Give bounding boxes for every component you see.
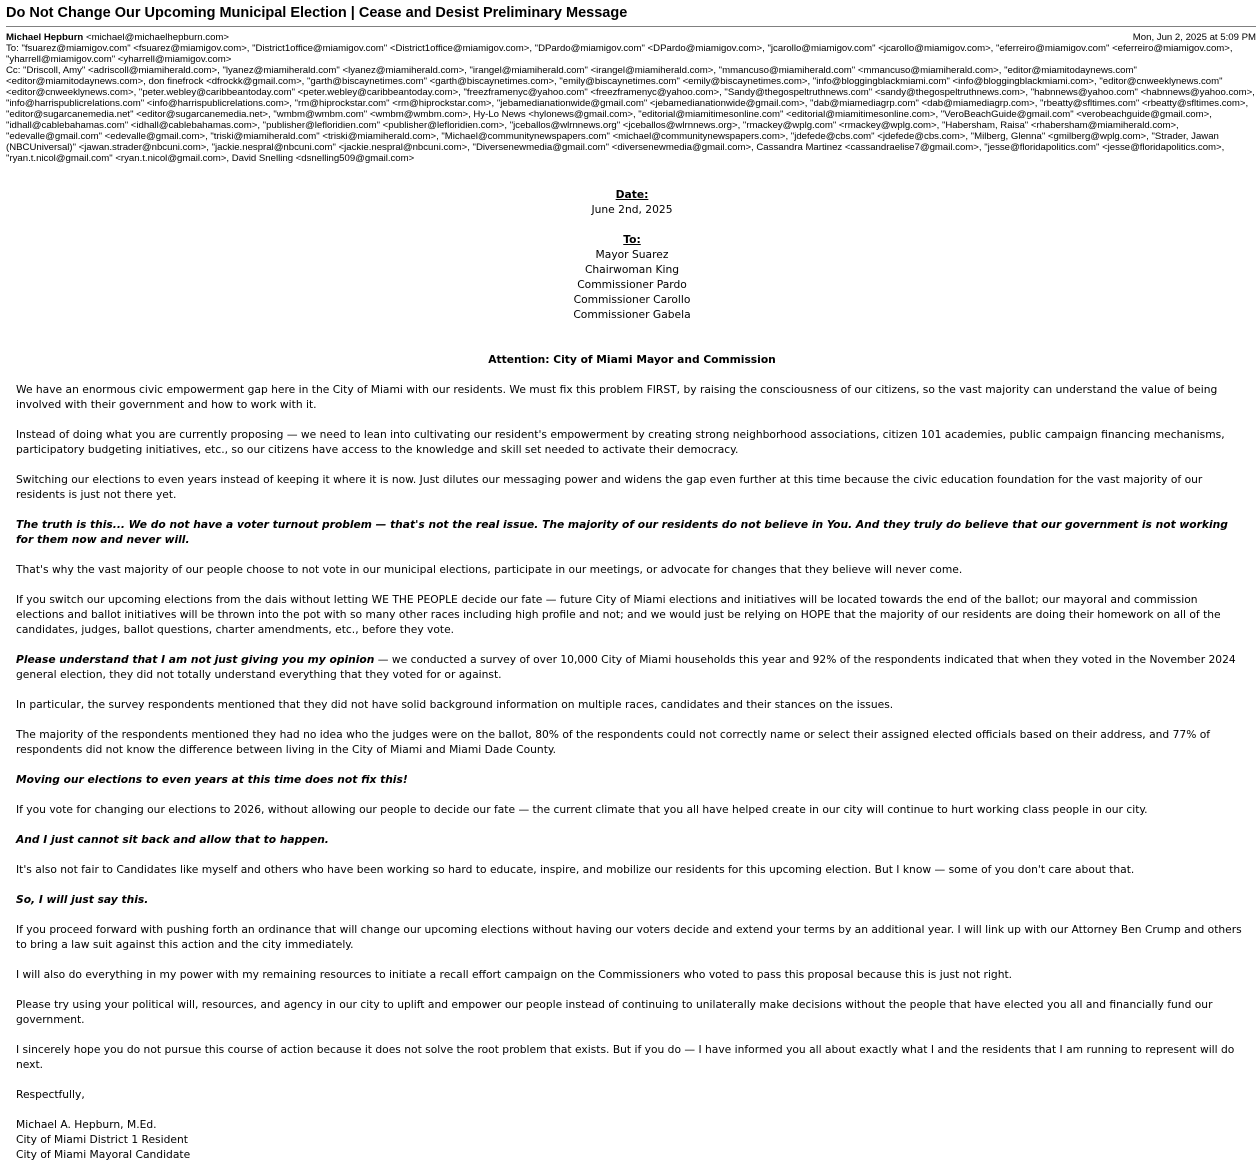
recipient: Commissioner Carollo <box>573 293 691 306</box>
paragraph: Switching our elections to even years instead of keeping it where it is now. Just dilutes our messaging power and widens the gap even further at this time because the civic education foundation for the vast majority of our residents is just not there yet. <box>16 473 1203 501</box>
signature-line: City of Miami Mayoral Candidate <box>16 1148 191 1161</box>
message-body <box>16 187 1248 1162</box>
email-subject: Do Not Change Our Upcoming Municipal Election | Cease and Desist Preliminary Message <box>6 4 1256 27</box>
sender <box>6 32 229 43</box>
sent-date: Mon, Jun 2, 2025 at 5:09 PM <box>1132 32 1256 43</box>
sender-address: <michael@michaelhepburn.com> <box>85 32 230 43</box>
closing: Respectfully, <box>16 1088 85 1101</box>
date-value: June 2nd, 2025 <box>591 203 673 216</box>
paragraph: Instead of doing what you are currently proposing — we need to lean into cultivating our resident's empowerment by creating strong neighborhood associations, citizen 101 academies, public campaign financing mechanisms, participatory budgeting initiatives, etc., so our citizens have access to the knowledge and skill set needed to activate their democracy. <box>16 428 1225 456</box>
to-label: To: <box>623 233 641 246</box>
paragraph-emphasis: Moving our elections to even years at this time does not fix this! <box>16 773 408 786</box>
to-recipients: To: "fsuarez@miamigov.com" <fsuarez@miamigov.com>, "District1office@miamigov.com" <District1office@miamigov.com>, "DPardo@miamigov.com" <DPardo@miamigov.com>, "jcarollo@miamigov.com" <jcarollo@miamigov.com>, "eferreiro@miamigov.com" <eferreiro@miamigov.com>, "yharrell@miamigov.com" <yharrell@miamigov.com> <box>6 43 1233 65</box>
date-block <box>16 187 1248 217</box>
paragraph <box>16 652 1248 682</box>
paragraph: In particular, the survey respondents mentioned that they did not have solid background information on multiple races, candidates and their stances on the issues. <box>16 698 894 711</box>
paragraph: We have an enormous civic empowerment gap here in the City of Miami with our residents. We must fix this problem FIRST, by raising the consciousness of our citizens, so the vast majority can understand the value of being involved with their government and how to work with it. <box>16 383 1218 411</box>
paragraph-emphasis: Please understand that I am not just giving you my opinion <box>16 653 375 666</box>
paragraph: Please try using your political will, resources, and agency in our city to uplift and empower our people instead of continuing to unilaterally make decisions without the people that have elected you all and financially fund our government. <box>16 998 1213 1026</box>
signature-name: Michael A. Hepburn, M.Ed. <box>16 1118 157 1131</box>
paragraph: That's why the vast majority of our people choose to not vote in our municipal elections, participate in our meetings, or advocate for changes that they believe will never come. <box>16 563 963 576</box>
recipient: Commissioner Pardo <box>577 278 687 291</box>
paragraph: If you switch our upcoming elections from the dais without letting WE THE PEOPLE decide our fate — future City of Miami elections and initiatives will be located towards the end of the ballot; our mayoral and commission elections and ballot initiatives will be thrown into the pot with so many other races including high profile and not; and we would just be relying on HOPE that the majority of our residents are doing their homework on all of the candidates, judges, ballot questions, charter amendments, etc., before they vote. <box>16 593 1221 636</box>
recipient: Chairwoman King <box>584 263 680 276</box>
sender-name: Michael Hepburn <box>6 32 84 43</box>
email-header <box>6 32 1256 164</box>
signature-line: City of Miami District 1 Resident <box>16 1133 188 1146</box>
paragraph: If you vote for changing our elections to 2026, without allowing our people to decide our fate — the current climate that you all have helped create in our city will continue to hurt working class people in our city. <box>16 803 1148 816</box>
paragraph-emphasis: The truth is this... We do not have a voter turnout problem — that's not the real issue. The majority of our residents do not believe in You. And they truly do believe that our government is not working for them now and never will. <box>16 518 1228 546</box>
signature-block <box>16 1117 1248 1162</box>
paragraph: I will also do everything in my power with my remaining resources to initiate a recall effort campaign on the Commissioners who voted to pass this proposal because this is just not right. <box>16 968 1013 981</box>
paragraph-emphasis: So, I will just say this. <box>16 893 149 906</box>
cc-recipients: Cc: "Driscoll, Amy" <adriscoll@miamiherald.com>, "lyanez@miamiherald.com" <lyanez@miamiherald.com>, "irangel@miamiherald.com" <irangel@miamiherald.com>, "mmancuso@miamiherald.com" <mmancuso@miamiherald.com>, "editor@miamitodaynews.com" <editor@miamitodaynews.com>, don finefrock <dfrockk@gmail.com>, "garth@biscaynetimes.com" <garth@biscaynetimes.com>, "emily@biscaynetimes.com" <emily@biscaynetimes.com>, "info@bloggingblackmiami.com" <info@bloggingblackmiami.com>, "editor@cnweeklynews.com" <editor@cnweeklynews.com>, "peter.webley@caribbeantoday.com" <peter.webley@caribbeantoday.com>, "freezframenyc@yahoo.com" <freezframenyc@yahoo.com>, "Sandy@thegospeltruthnews.com" <sandy@thegospeltruthnews.com>, "habnnews@yahoo.com" <habnnews@yahoo.com>, "info@harrispublicrelations.com" <info@harrispublicrelations.com>, "rm@hiprockstar.com" <rm@hiprockstar.com>, "jebamedianationwide@gmail.com" <jebamedianationwide@gmail.com>, "dab@miamediagrp.com" <dab@miamediagrp.com>, "rbeatty@sfltimes.com" <rbeatty@sfltimes.com>, "editor@sugarcanemedia.net" <editor@sugarcanemedia.net>, "wmbm@wmbm.com" <wmbm@wmbm.com>, Hy-Lo News <hylonews@gmail.com>, "editorial@miamitimesonline.com" <editorial@miamitimesonline.com>, "VeroBeachGuide@gmail.com" <verobeachguide@gmail.com>, "idhall@cablebahamas.com" <idhall@cablebahamas.com>, "publisher@lefloridien.com" <publisher@lefloridien.com>, "jceballos@wlrnnews.org" <jceballos@wlrnnews.org>, "rmackey@wplg.com" <rmackey@wplg.com>, "Habersham, Raisa" <rhabersham@miamiherald.com>, "edevalle@gmail.com" <edevalle@gmail.com>, "triski@miamiherald.com" <triski@miamiherald.com>, "Michael@communitynewspapers.com" <michael@communitynewspapers.com>, "jdefede@cbs.com" <jdefede@cbs.com>, "Milberg, Glenna" <gmilberg@wplg.com>, "Strader, Jawan (NBCUniversal)" <jawan.strader@nbcuni.com>, "jackie.nespral@nbcuni.com" <jackie.nespral@nbcuni.com>, "Diversenewmedia@gmail.com" <diversenewmedia@gmail.com>, Cassandra Martinez <cassandraelise7@gmail.com>, "jesse@floridapolitics.com" <jesse@floridapolitics.com>, "ryan.t.nicol@gmail.com" <ryan.t.nicol@gmail.com>, David Snelling <dsnelling509@gmail.com> <box>6 65 1255 164</box>
paragraph-text: — we conducted a survey of over 10,000 City of Miami households this year and 92% of the respondents indicated that when they voted in the November 2024 general election, they did not totally understand everything that they voted for or against. <box>16 653 1236 681</box>
sender-line <box>6 32 1256 43</box>
to-block <box>16 232 1248 322</box>
paragraph: I sincerely hope you do not pursue this course of action because it does not solve the root problem that exists. But if you do — I have informed you all about exactly what I and the residents that I am running to represent will do next. <box>16 1043 1235 1071</box>
attention-line: Attention: City of Miami Mayor and Commission <box>488 353 776 366</box>
recipient: Mayor Suarez <box>595 248 669 261</box>
date-label: Date: <box>615 188 649 201</box>
paragraph-emphasis: And I just cannot sit back and allow that to happen. <box>16 833 329 846</box>
paragraph: If you proceed forward with pushing forth an ordinance that will change our upcoming elections without having our voters decide and extend your terms by an additional year. I will link up with our Attorney Ben Crump and others to bring a law suit against this action and the city immediately. <box>16 923 1242 951</box>
paragraph: The majority of the respondents mentioned they had no idea who the judges were on the ballot, 80% of the respondents could not correctly name or select their assigned elected officials based on their address, and 77% of respondents did not know the difference between living in the City of Miami and Miami Dade County. <box>16 728 1211 756</box>
paragraph: It's also not fair to Candidates like myself and others who have been working so hard to educate, inspire, and mobilize our residents for this upcoming election. But I know — some of you don't care about that. <box>16 863 1135 876</box>
recipient: Commissioner Gabela <box>573 308 691 321</box>
